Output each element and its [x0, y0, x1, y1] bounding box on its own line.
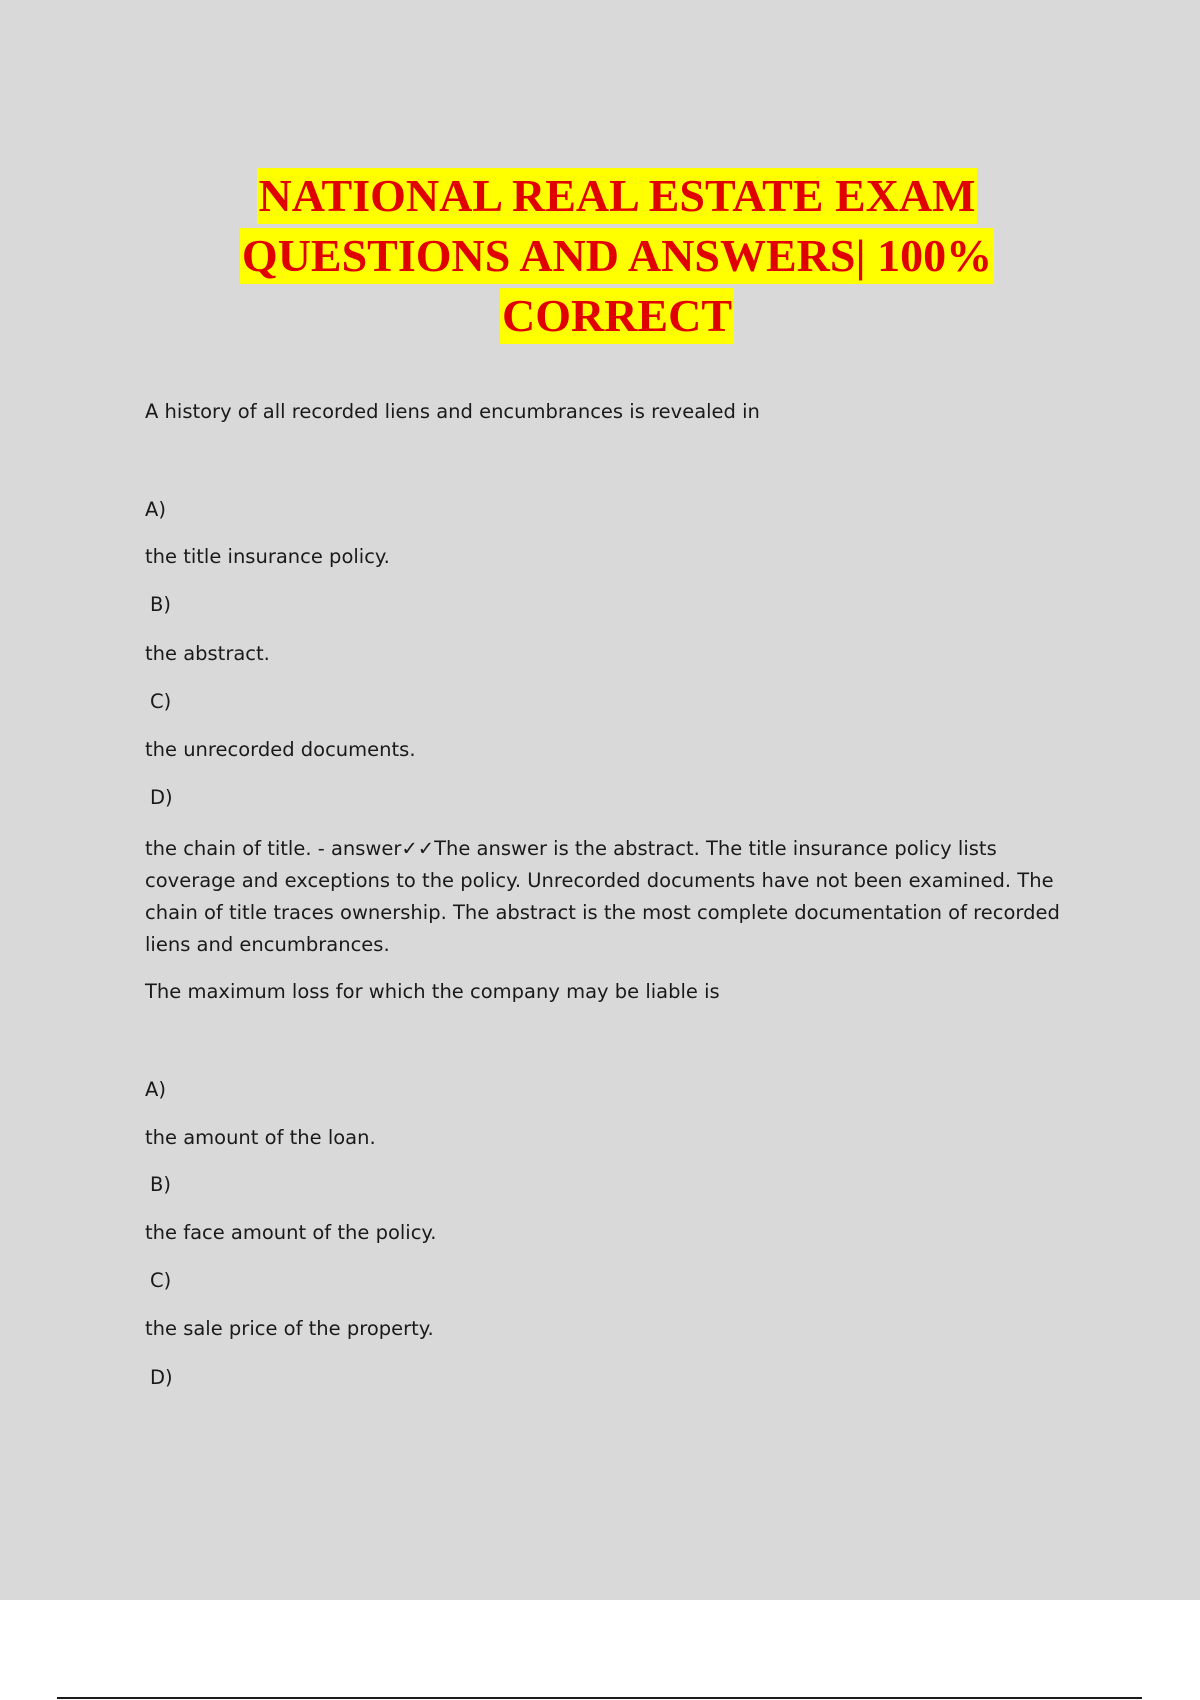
question-1-option-c-text: the unrecorded documents. — [145, 738, 416, 761]
question-1-prompt: A history of all recorded liens and encumbrances is revealed in — [145, 400, 760, 423]
question-2-option-d-label: D) — [150, 1366, 173, 1389]
question-1-option-a-text: the title insurance policy. — [145, 545, 390, 568]
question-2-option-b-label: B) — [150, 1173, 171, 1196]
answer-line-4: liens and encumbrances. — [145, 933, 390, 956]
answer-line-3: chain of title traces ownership. The abstract is the most complete documentation of recorded — [145, 901, 1060, 924]
question-2-option-b-text: the face amount of the policy. — [145, 1221, 437, 1244]
question-1-option-b-text: the abstract. — [145, 642, 270, 665]
question-2-option-a-text: the amount of the loan. — [145, 1126, 376, 1149]
footer-divider — [57, 1697, 1142, 1699]
answer-line-1: the chain of title. - answer✓✓The answer is the abstract. The title insurance policy lists — [145, 837, 997, 860]
question-1-option-a-label: A) — [145, 498, 166, 521]
question-2-prompt: The maximum loss for which the company may be liable is — [145, 980, 720, 1003]
question-1-option-c-label: C) — [150, 690, 172, 713]
question-2-option-a-label: A) — [145, 1078, 166, 1101]
title-line-1: NATIONAL REAL ESTATE EXAM — [257, 168, 978, 224]
title-line-3: CORRECT — [500, 288, 734, 344]
answer-line-2: coverage and exceptions to the policy. Unrecorded documents have not been examined. The — [145, 869, 1054, 892]
document-title — [0, 168, 1200, 348]
question-2-option-c-label: C) — [150, 1269, 172, 1292]
question-1-option-b-label: B) — [150, 593, 171, 616]
question-1-answer-explanation — [145, 833, 1075, 961]
title-line-2: QUESTIONS AND ANSWERS| 100% — [240, 228, 994, 284]
question-2-option-c-text: the sale price of the property. — [145, 1317, 434, 1340]
question-1-option-d-label: D) — [150, 786, 173, 809]
